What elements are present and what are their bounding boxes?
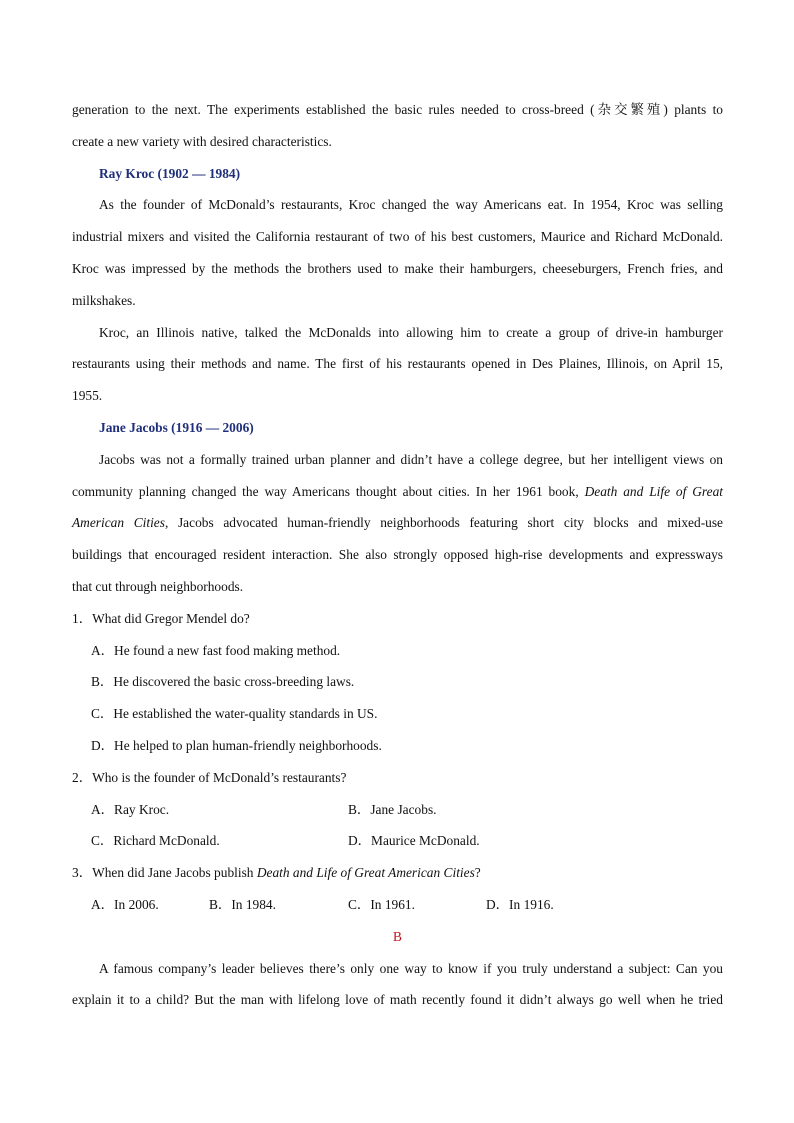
paragraph-line: As the founder of McDonald’s restaurants, Kroc changed the way Americans eat. In 1954, Kroc was selling — [99, 197, 723, 213]
question-3-option-c: C．In 1961. — [348, 896, 415, 912]
question-1-option-d: D．He helped to plan human-friendly neighborhoods. — [91, 737, 382, 753]
question-3-options-row — [72, 889, 723, 921]
question-2-stem: 2．Who is the founder of McDonald’s restaurants? — [72, 769, 347, 785]
question-2-option-c: C．Richard McDonald. — [91, 833, 220, 849]
paragraph-line: explain it to a child? But the man with lifelong love of math recently found it didn’t always go well when he tried — [72, 992, 723, 1008]
paragraph-text: , Jacobs advocated human-friendly neighborhoods featuring short city blocks and mixed-use — [164, 515, 724, 531]
paragraph-line: Kroc was impressed by the methods the brothers used to make their hamburgers, cheeseburgers, French fries, and — [72, 260, 723, 276]
question-1-option-a: A．He found a new fast food making method. — [91, 642, 341, 658]
question-3-stem-end: ? — [474, 865, 481, 881]
question-2-options-row-2 — [72, 825, 723, 857]
question-2-option-b: B．Jane Jacobs. — [348, 801, 437, 817]
paragraph-line: A famous company’s leader believes there’s only one way to know if you truly understand a subject: Can you — [99, 960, 723, 976]
paragraph-line: 1955. — [72, 388, 103, 404]
passage-text-line: create a new variety with desired characteristics. — [72, 133, 332, 149]
book-title: American Cities — [72, 515, 165, 531]
question-2-option-d: D．Maurice McDonald. — [348, 833, 480, 849]
paragraph-text: community planning changed the way Americans thought about cities. In her 1961 book, — [72, 483, 585, 499]
question-3-option-b: B．In 1984. — [209, 896, 276, 912]
paragraph-line: that cut through neighborhoods. — [72, 578, 244, 594]
passage-text-line: generation to the next. The experiments established the basic rules needed to cross-breed (杂交繁殖) plants to — [72, 102, 723, 117]
document-page — [72, 94, 723, 1016]
paragraph-line: Jacobs was not a formally trained urban planner and didn’t have a college degree, but her intelligent views on — [99, 451, 723, 467]
question-3-stem — [72, 857, 723, 889]
question-2-option-a: A．Ray Kroc. — [91, 801, 170, 817]
question-2-options-row-1 — [72, 794, 723, 826]
paragraph-line — [72, 507, 723, 539]
question-3-stem-text: 3．When did Jane Jacobs publish — [72, 865, 257, 881]
paragraph-line: industrial mixers and visited the California restaurant of two of his best customers, Maurice and Richard McDonald. — [72, 229, 723, 245]
question-3-option-d: D．In 1916. — [486, 896, 554, 912]
book-title: Death and Life of Great — [584, 483, 723, 499]
book-title: Death and Life of Great American Cities — [256, 865, 475, 881]
section-heading-ray-kroc: Ray Kroc (1902 — 1984) — [99, 165, 241, 181]
question-3-option-a: A．In 2006. — [91, 896, 159, 912]
section-heading-jane-jacobs: Jane Jacobs (1916 — 2006) — [99, 419, 254, 435]
question-1-option-b: B．He discovered the basic cross-breeding laws. — [91, 674, 355, 690]
paragraph-line — [72, 476, 723, 508]
paragraph-line: Kroc, an Illinois native, talked the McDonalds into allowing him to create a group of drive-in hamburger — [99, 324, 723, 340]
paragraph-line: restaurants using their methods and name. The first of his restaurants opened in Des Plaines, Illinois, on April 15, — [72, 356, 723, 372]
question-1-option-c: C．He established the water-quality standards in US. — [91, 706, 378, 722]
section-b-label: B — [393, 928, 402, 944]
paragraph-line: milkshakes. — [72, 292, 136, 308]
paragraph-line: buildings that encouraged resident interaction. She also strongly opposed high-rise developments and expressways — [72, 547, 723, 563]
question-1-stem: 1．What did Gregor Mendel do? — [72, 610, 250, 626]
